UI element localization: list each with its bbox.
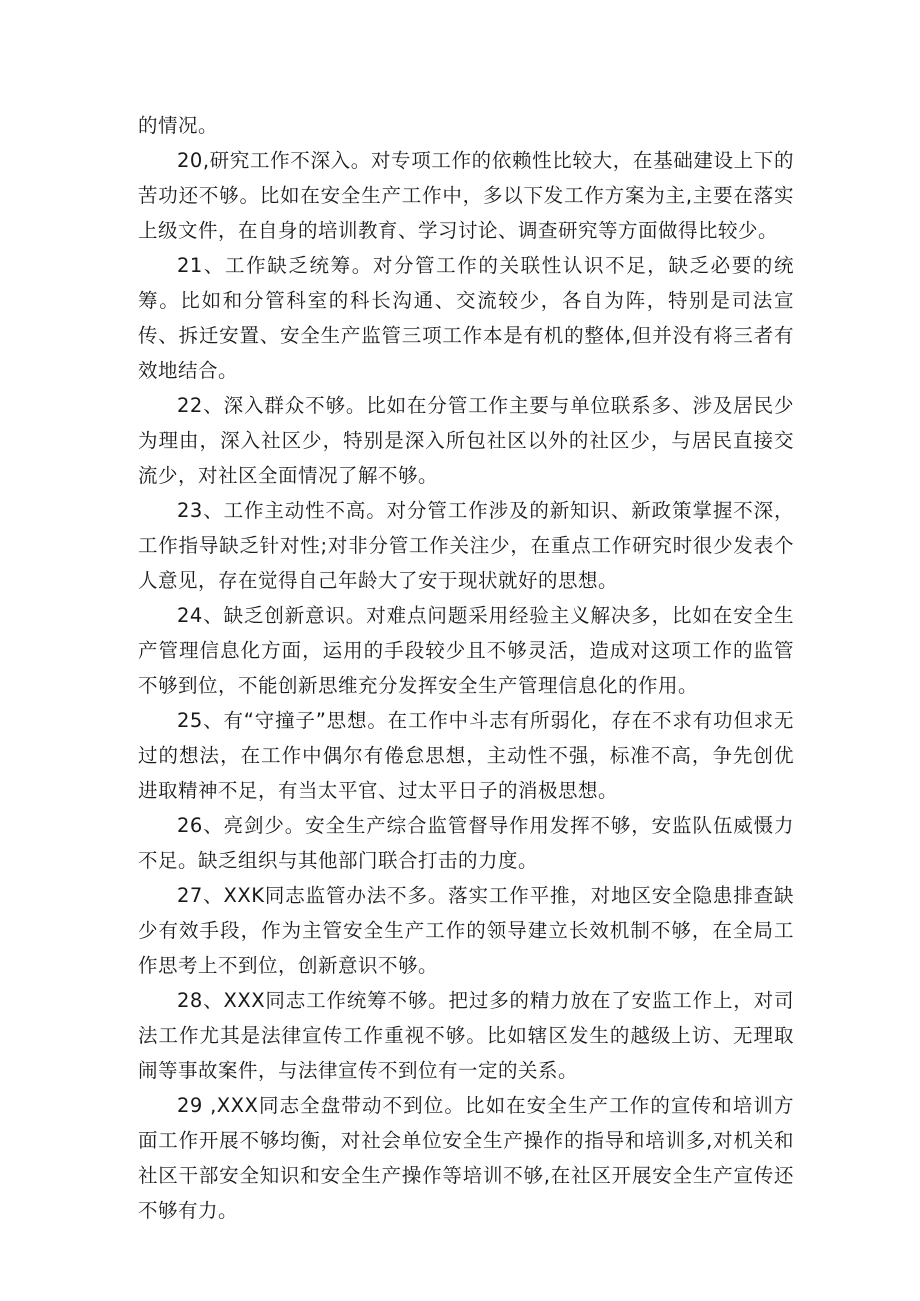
- paragraph-item-23: 23、工作主动性不高。对分管工作涉及的新知识、新政策掌握不深，工作指导缺乏针对性;对非分管工作关注少，在重点工作研究时很少发表个人意见，存在觉得自己年龄大了安于现状就好的思想。: [138, 499, 794, 592]
- paragraph-item-20: 20,研究工作不深入。对专项工作的依赖性比较大，在基础建设上下的苦功还不够。比如在安全生产工作中，多以下发工作方案为主,主要在落实上级文件，在自身的培训教育、学习讨论、调查研究等方面做得比较少。: [138, 149, 794, 242]
- paragraph-continuation: 的情况。: [138, 114, 219, 137]
- paragraph-item-27: 27、XXK同志监管办法不多。落实工作平推，对地区安全隐患排查缺少有效手段，作为主管安全生产工作的领导建立长效机制不够，在全局工作思考上不到位，创新意识不够。: [138, 884, 794, 977]
- document-body: [138, 108, 794, 1228]
- paragraph-item-26: 26、亮剑少。安全生产综合监管督导作用发挥不够，安监队伍威慑力不足。缺乏组织与其他部门联合打击的力度。: [138, 814, 794, 872]
- paragraph-item-28: 28、XXX同志工作统筹不够。把过多的精力放在了安监工作上，对司法工作尤其是法律宣传工作重视不够。比如辖区发生的越级上访、无理取闹等事故案件，与法律宣传不到位有一定的关系。: [138, 989, 794, 1082]
- paragraph-item-21: 21、工作缺乏统筹。对分管工作的关联性认识不足，缺乏必要的统筹。比如和分管科室的科长沟通、交流较少，各自为阵，特别是司法宣传、拆迁安置、安全生产监管三项工作本是有机的整体,但并没有将三者有效地结合。: [138, 254, 794, 382]
- paragraph-item-24: 24、缺乏创新意识。对难点问题采用经验主义解决多，比如在安全生产管理信息化方面，运用的手段较少且不够灵活，造成对这项工作的监管不够到位，不能创新思维充分发挥安全生产管理信息化的作用。: [138, 604, 794, 697]
- paragraph-item-22: 22、深入群众不够。比如在分管工作主要与单位联系多、涉及居民少为理由，深入社区少，特别是深入所包社区以外的社区少，与居民直接交流少，对社区全面情况了解不够。: [138, 394, 794, 487]
- paragraph-item-29: 29 ,XXX同志全盘带动不到位。比如在安全生产工作的宣传和培训方面工作开展不够均衡，对社会单位安全生产操作的指导和培训多,对机关和社区干部安全知识和安全生产操作等培训不够,在社区开展安全生产宣传还不够有力。: [138, 1094, 794, 1222]
- paragraph-item-25: 25、有“守撞子”思想。在工作中斗志有所弱化，存在不求有功但求无过的想法，在工作中偶尔有倦怠思想，主动性不强，标准不高，争先创优进取精神不足，有当太平官、过太平日子的消极思想。: [138, 709, 794, 802]
